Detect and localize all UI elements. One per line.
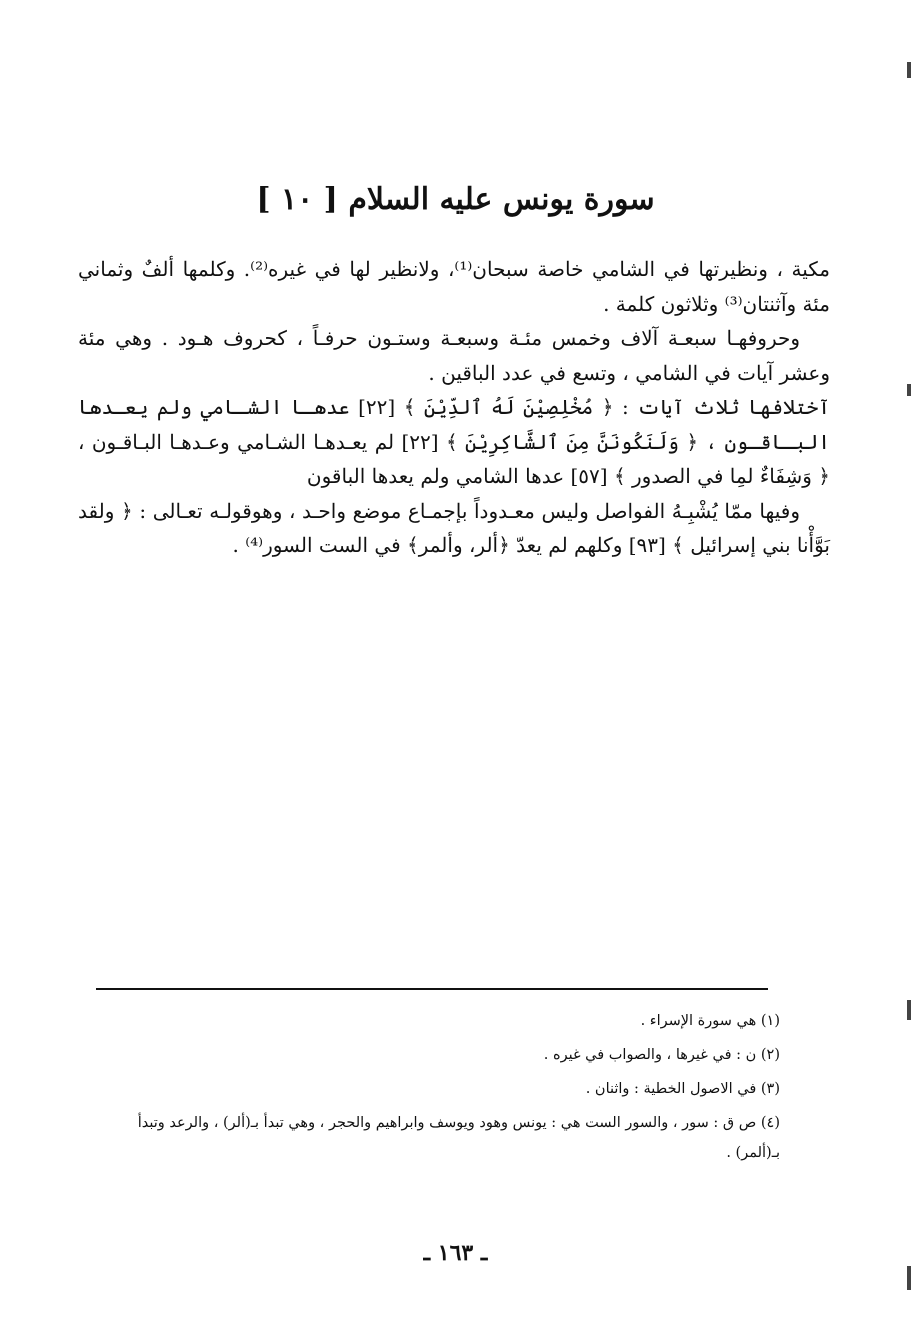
surah-title: سورة يونس عليه السلام [ ١٠ ] [256, 182, 655, 218]
paragraph-similar: وفيها ممّا يُشْبِـهُ الفواصل وليس معـدوداً بإجمـاع موضع واحـد ، وهوقولـه تعـالى : ﴿ ولقد بَوَّأْنا بني إسرائيل ﴾ [٩٣] وكلهم لم يعدّ ﴿ألر، وألمر﴾ في الست السور⁽⁴⁾ . [78, 498, 830, 557]
footnote-4 [78, 1112, 780, 1164]
footnote-2: (٢) ن : في غيرها ، والصواب في غيره . [543, 1047, 780, 1063]
footnote-3: (٣) في الاصول الخطية : واثنان . [585, 1081, 780, 1097]
paragraph-intro: مكية ، ونظيرتها في الشامي خاصة سبحان⁽¹⁾، ولانظير لها في غيره⁽²⁾. وكلمها ألفٌ وثماني مئة وآثنتان⁽³⁾ وثلاثون كلمة . [78, 257, 831, 316]
page-number: ـ ١٦٣ ـ [423, 1240, 488, 1266]
body-text [78, 252, 830, 563]
footnote-4-text: (٤) ص ق : سور ، والسور الست هي : يونس وهود ويوسف وابراهيم والحجر ، وهي تبدأ بـ(ألر) ، والرعد وتبدأ [137, 1115, 780, 1131]
scan-edge-mark [907, 384, 911, 396]
footnote-separator [96, 988, 768, 990]
paragraph-letters: وحروفهـا سبعـة آلاف وخمس مئـة وسبعـة وستـون حرفـاً ، كحروف هـود . وهي مئة وعشر آيات في الشامي ، وتسع في عدد الباقين . [78, 326, 830, 385]
paragraph-differences: آختلافها ثلاث آيات : ﴿ مُخْلِصِيْنَ لَهُ ٱلدِّيْنَ ﴾ [٢٢] عدهـا الشـامي ولم يعـدها البـاقـون ، ﴿ وَلَنَكُونَنَّ مِنَ ٱلشَّاكِرِيْنَ ﴾ [٢٢] لم يعـدهـا الشـامي وعـدهـا البـاقـون ، ﴿ وَشِفَاءٌ لمِا في الصدور ﴾ [٥٧] عدها الشامي ولم يعدها الباقون [78, 395, 830, 488]
scan-edge-mark [907, 1266, 911, 1290]
scan-edge-mark [907, 1000, 911, 1020]
scan-edge-mark [907, 62, 911, 78]
footnote-1: (١) هي سورة الإسراء . [640, 1013, 780, 1029]
footnotes [78, 1010, 780, 1176]
footnote-4-continuation: بـ(ألمر) . [726, 1145, 780, 1161]
